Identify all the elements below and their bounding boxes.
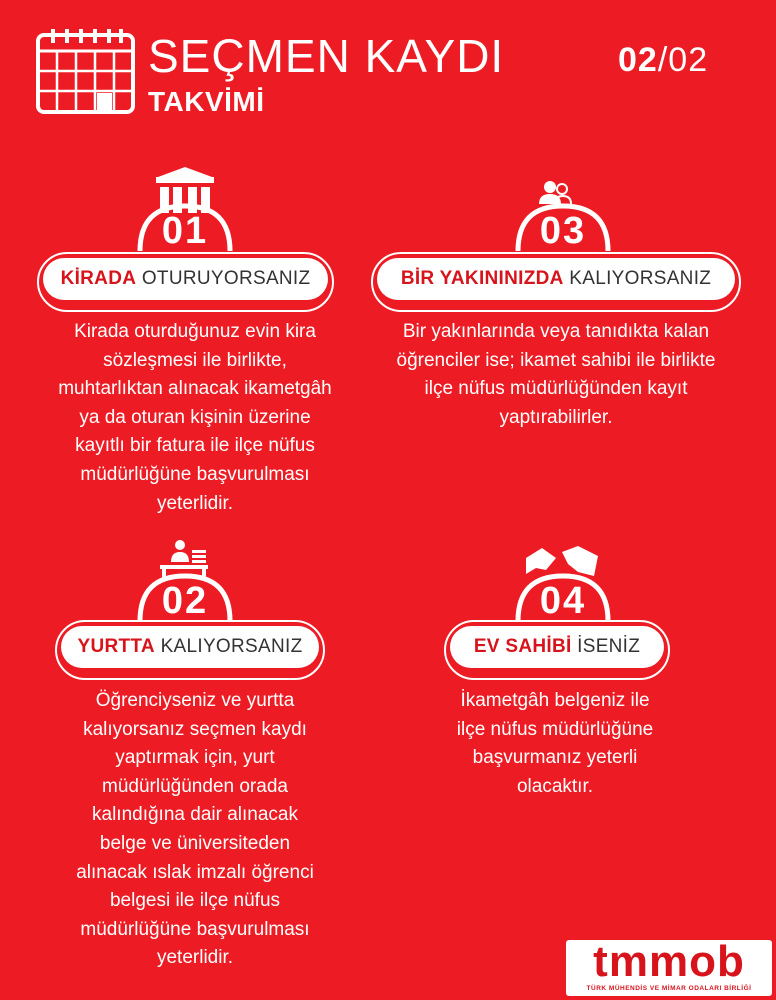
- logo-subtitle: TÜRK MÜHENDİS VE MİMAR ODALARI BİRLİĞİ: [586, 985, 752, 992]
- text-line: yeterlidir.: [156, 947, 234, 969]
- text-line: müdürlüğünden orada: [102, 775, 288, 797]
- text-line: muhtarlıktan alınacak ikametgâh: [58, 378, 332, 400]
- text-line: Kirada oturduğunuz evin kira: [74, 321, 316, 342]
- page-title: SEÇMEN KAYDI: [148, 30, 505, 82]
- text-line: yeterlidir.: [156, 492, 234, 514]
- section-title-rest: KALIYORSANIZ: [160, 636, 303, 657]
- text-line: Öğrenciyseniz ve yurtta: [95, 690, 295, 711]
- section-body: [20, 318, 370, 518]
- text-line: kalıyorsanız seçmen kaydı: [83, 718, 307, 740]
- text-line: ilçe nüfus müdürlüğünden kayıt: [424, 378, 688, 400]
- section-title-strong: BİR YAKININIZDA: [400, 268, 564, 289]
- section-title-pill: [371, 252, 741, 312]
- text-line: başvurmanız yeterli: [472, 747, 638, 769]
- text-line: ya da oturan kişinin üzerine: [79, 406, 311, 428]
- section-title-strong: KİRADA: [60, 268, 137, 289]
- section-number: 01: [161, 210, 209, 252]
- page-current: 02: [618, 41, 658, 79]
- section-body: [20, 687, 370, 973]
- page-total: 02: [668, 41, 709, 79]
- section-body: [366, 318, 746, 432]
- text-line: alınacak ıslak imzalı öğrenci: [76, 861, 314, 883]
- page-counter: [618, 40, 708, 80]
- text-line: müdürlüğüne başvurulması: [80, 463, 310, 485]
- section-title-strong: YURTTA: [77, 636, 155, 657]
- section-title-pill: [37, 252, 334, 312]
- section-title-rest: İSENİZ: [577, 636, 641, 657]
- section-title-rest: KALIYORSANIZ: [569, 268, 712, 289]
- text-line: sözleşmesi ile birlikte,: [103, 349, 287, 371]
- section-number: 03: [539, 210, 587, 252]
- text-line: belgesi ile ilçe nüfus: [109, 890, 281, 912]
- text-line: İkametgâh belgeniz ile: [460, 690, 650, 711]
- page-separator: /: [657, 41, 669, 79]
- tmmob-logo: [566, 937, 772, 996]
- section-title-strong: EV SAHİBİ: [473, 636, 572, 657]
- calendar-icon: [35, 27, 136, 115]
- text-line: ilçe nüfus müdürlüğüne: [456, 718, 654, 740]
- text-line: belge ve üniversiteden: [99, 832, 291, 854]
- section-number: 02: [161, 580, 209, 622]
- page-subtitle: TAKVİMİ: [148, 86, 265, 117]
- section-title-pill: [444, 620, 670, 680]
- section-title-rest: OTURUYORSANIZ: [141, 268, 311, 289]
- text-line: kayıtlı bir fatura ile ilçe nüfus: [75, 435, 315, 457]
- section-body: [400, 687, 710, 801]
- text-line: öğrenciler ise; ikamet sahibi ile birlikte: [396, 349, 716, 371]
- text-line: müdürlüğüne başvurulması: [80, 918, 310, 940]
- text-line: olacaktır.: [516, 775, 594, 797]
- text-line: yaptırmak için, yurt: [115, 747, 275, 769]
- section-number: 04: [539, 580, 587, 622]
- text-line: kalındığına dair alınacak: [92, 804, 298, 826]
- text-line: Bir yakınlarında veya tanıdıkta kalan: [402, 321, 710, 342]
- section-title-pill: [55, 620, 325, 680]
- logo-wordmark: tmmob: [593, 937, 745, 986]
- text-line: yaptırabilirler.: [499, 406, 613, 428]
